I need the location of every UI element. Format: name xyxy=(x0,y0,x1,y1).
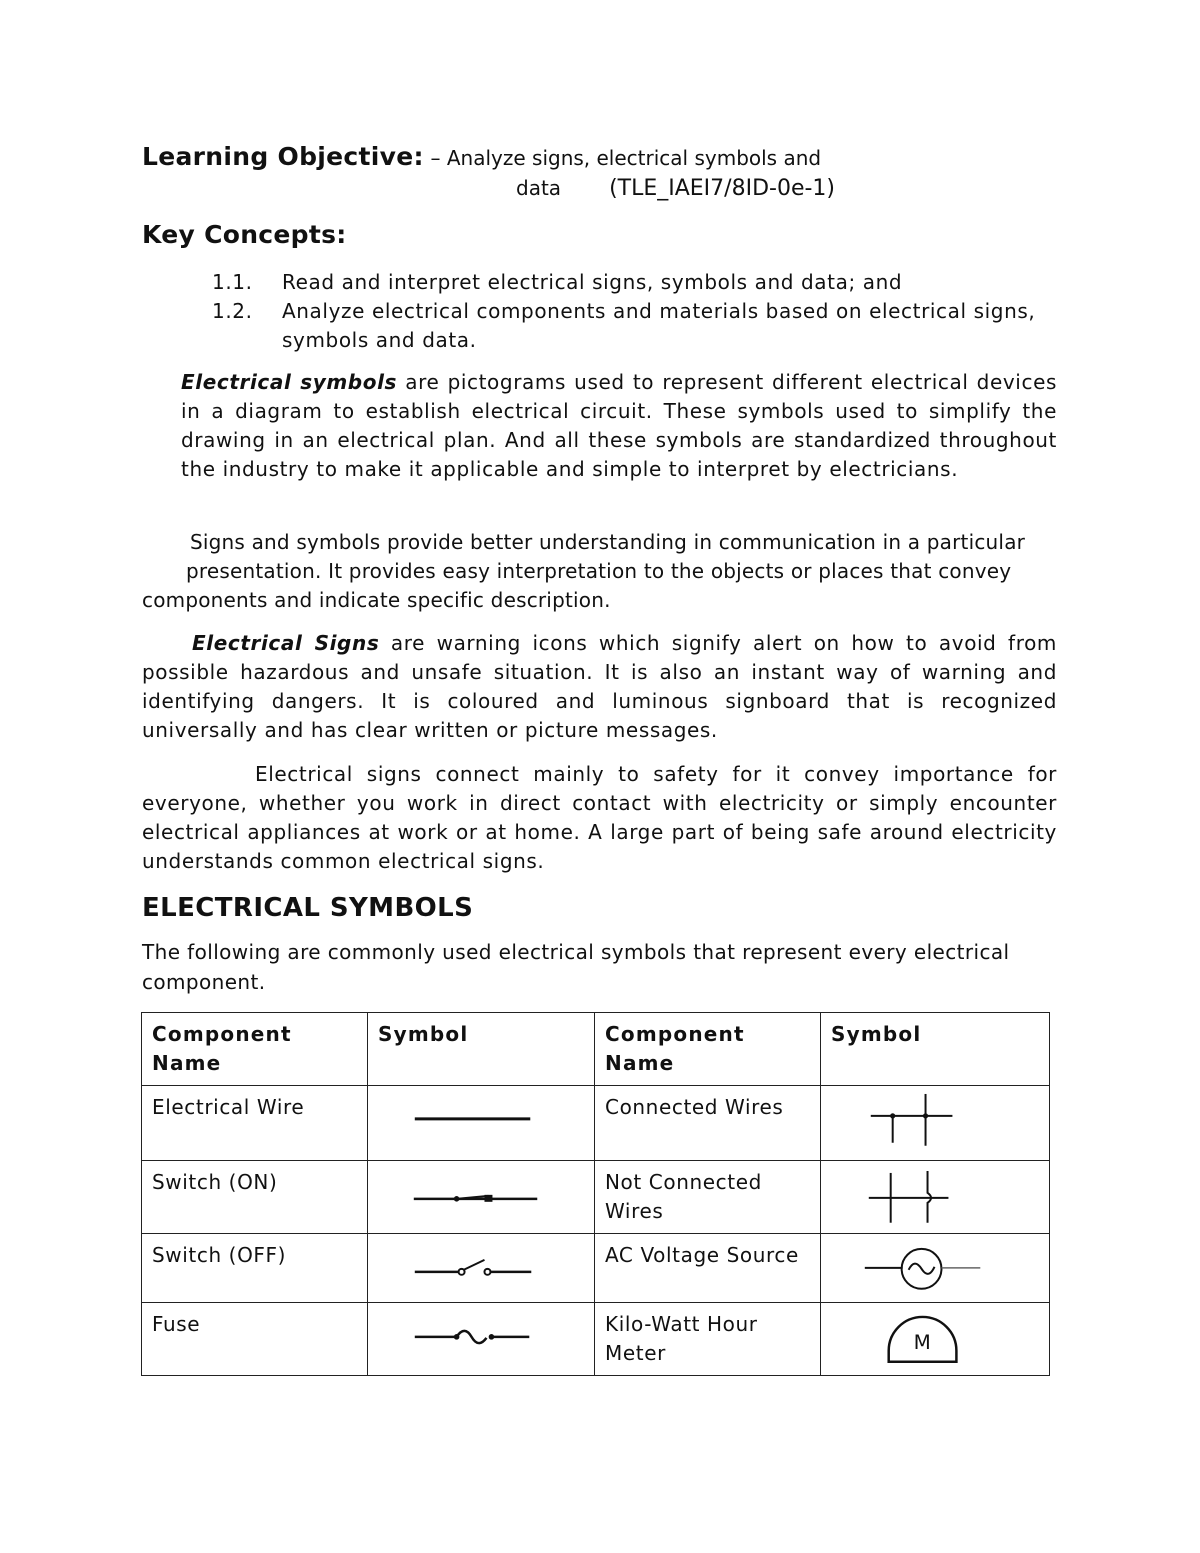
component-name: AC Voltage Source xyxy=(595,1233,821,1303)
component-name: Kilo-Watt Hour Meter xyxy=(595,1303,821,1376)
table-header-cell: Symbol xyxy=(368,1013,595,1086)
section-intro: The following are commonly used electrical symbols that represent every electrical component. xyxy=(142,940,1010,994)
learning-objective-text: – Analyze signs, electrical symbols and xyxy=(430,146,822,170)
symbol-cell xyxy=(368,1233,595,1303)
section-title: ELECTRICAL SYMBOLS xyxy=(142,893,474,923)
component-name: Fuse xyxy=(142,1303,368,1376)
table-header-row xyxy=(142,1013,1050,1086)
table-header-cell: Component Name xyxy=(142,1013,368,1086)
component-name: Switch (OFF) xyxy=(142,1233,368,1303)
paragraph-text: are pictograms used to represent different electrical devices in a diagram to establish electrical circuit. These symbols used to simplify the drawing in an electrical plan. And all these symbols are standardized throughout the industry to make it applicable and simple to interpret by electricians. xyxy=(181,370,1057,481)
connected-wires-symbol xyxy=(821,1086,1049,1160)
learning-objective-code: (TLE_IAEI7/8ID-0e-1) xyxy=(609,176,835,201)
paragraph-safety xyxy=(142,760,1057,876)
meter-letter: M xyxy=(913,1331,932,1355)
symbol-cell xyxy=(821,1303,1050,1376)
paragraph-electrical-signs xyxy=(142,629,1057,745)
kilowatt-hour-meter-symbol xyxy=(821,1303,1049,1373)
paragraph-text: Electrical signs connect mainly to safety for it convey importance for everyone, whether you work in direct contact with electricity or simply encounter electrical appliances at work or at home. A large part of being safe around electricity understands common electrical signs. xyxy=(142,762,1057,873)
symbol-cell xyxy=(821,1086,1050,1161)
fuse-symbol xyxy=(368,1303,594,1373)
list-item-text: Read and interpret electrical signs, symbols and data; and xyxy=(282,270,903,294)
list-item-number: 1.2. xyxy=(212,299,253,323)
paragraph-text: presentation. It provides easy interpretation to the objects or places that convey components and indicate specific description. xyxy=(142,559,1012,612)
list-item-number: 1.1. xyxy=(212,270,253,294)
table-row xyxy=(142,1303,1050,1376)
term-electrical-signs: Electrical Signs xyxy=(192,631,380,655)
ac-voltage-source-symbol xyxy=(821,1234,1049,1303)
list-item xyxy=(212,297,1058,355)
component-name: Switch (ON) xyxy=(142,1160,368,1233)
table-row xyxy=(142,1233,1050,1303)
symbol-cell xyxy=(821,1233,1050,1303)
table-row xyxy=(142,1086,1050,1161)
learning-objective xyxy=(142,142,821,171)
not-connected-wires-symbol xyxy=(821,1161,1049,1231)
symbols-table xyxy=(141,1012,1050,1376)
list-item xyxy=(212,268,1058,297)
switch-off-symbol xyxy=(368,1234,594,1303)
symbol-cell xyxy=(368,1303,595,1376)
component-name: Not Connected Wires xyxy=(595,1160,821,1233)
component-name: Connected Wires xyxy=(595,1086,821,1161)
symbol-cell xyxy=(368,1160,595,1233)
list-item-text: Analyze electrical components and materials based on electrical signs, symbols and data. xyxy=(282,299,1036,352)
paragraph-text: are warning icons which signify alert on how to avoid from possible hazardous and unsafe situation. It is also an instant way of warning and identifying dangers. It is coloured and luminous signboard that is recognized universally and has clear written or picture messages. xyxy=(142,631,1057,742)
learning-objective-continuation xyxy=(516,176,835,201)
key-concepts-list xyxy=(212,268,1058,355)
table-header-cell: Symbol xyxy=(821,1013,1050,1086)
learning-objective-text-cont: data xyxy=(516,176,562,200)
symbol-cell xyxy=(368,1086,595,1161)
term-electrical-symbols: Electrical symbols xyxy=(181,370,398,394)
electrical-wire-symbol xyxy=(368,1086,594,1160)
symbol-cell xyxy=(821,1160,1050,1233)
paragraph-signs-and-symbols xyxy=(142,528,1042,615)
table-header-cell: Component Name xyxy=(595,1013,821,1086)
paragraph-electrical-symbols xyxy=(181,368,1057,484)
paragraph-text: Signs and symbols provide better understanding in communication in a particular xyxy=(190,530,1026,554)
table-row xyxy=(142,1160,1050,1233)
switch-on-symbol xyxy=(368,1161,594,1231)
learning-objective-label: Learning Objective: xyxy=(142,142,424,171)
component-name: Electrical Wire xyxy=(142,1086,368,1161)
key-concepts-title: Key Concepts: xyxy=(142,220,347,249)
